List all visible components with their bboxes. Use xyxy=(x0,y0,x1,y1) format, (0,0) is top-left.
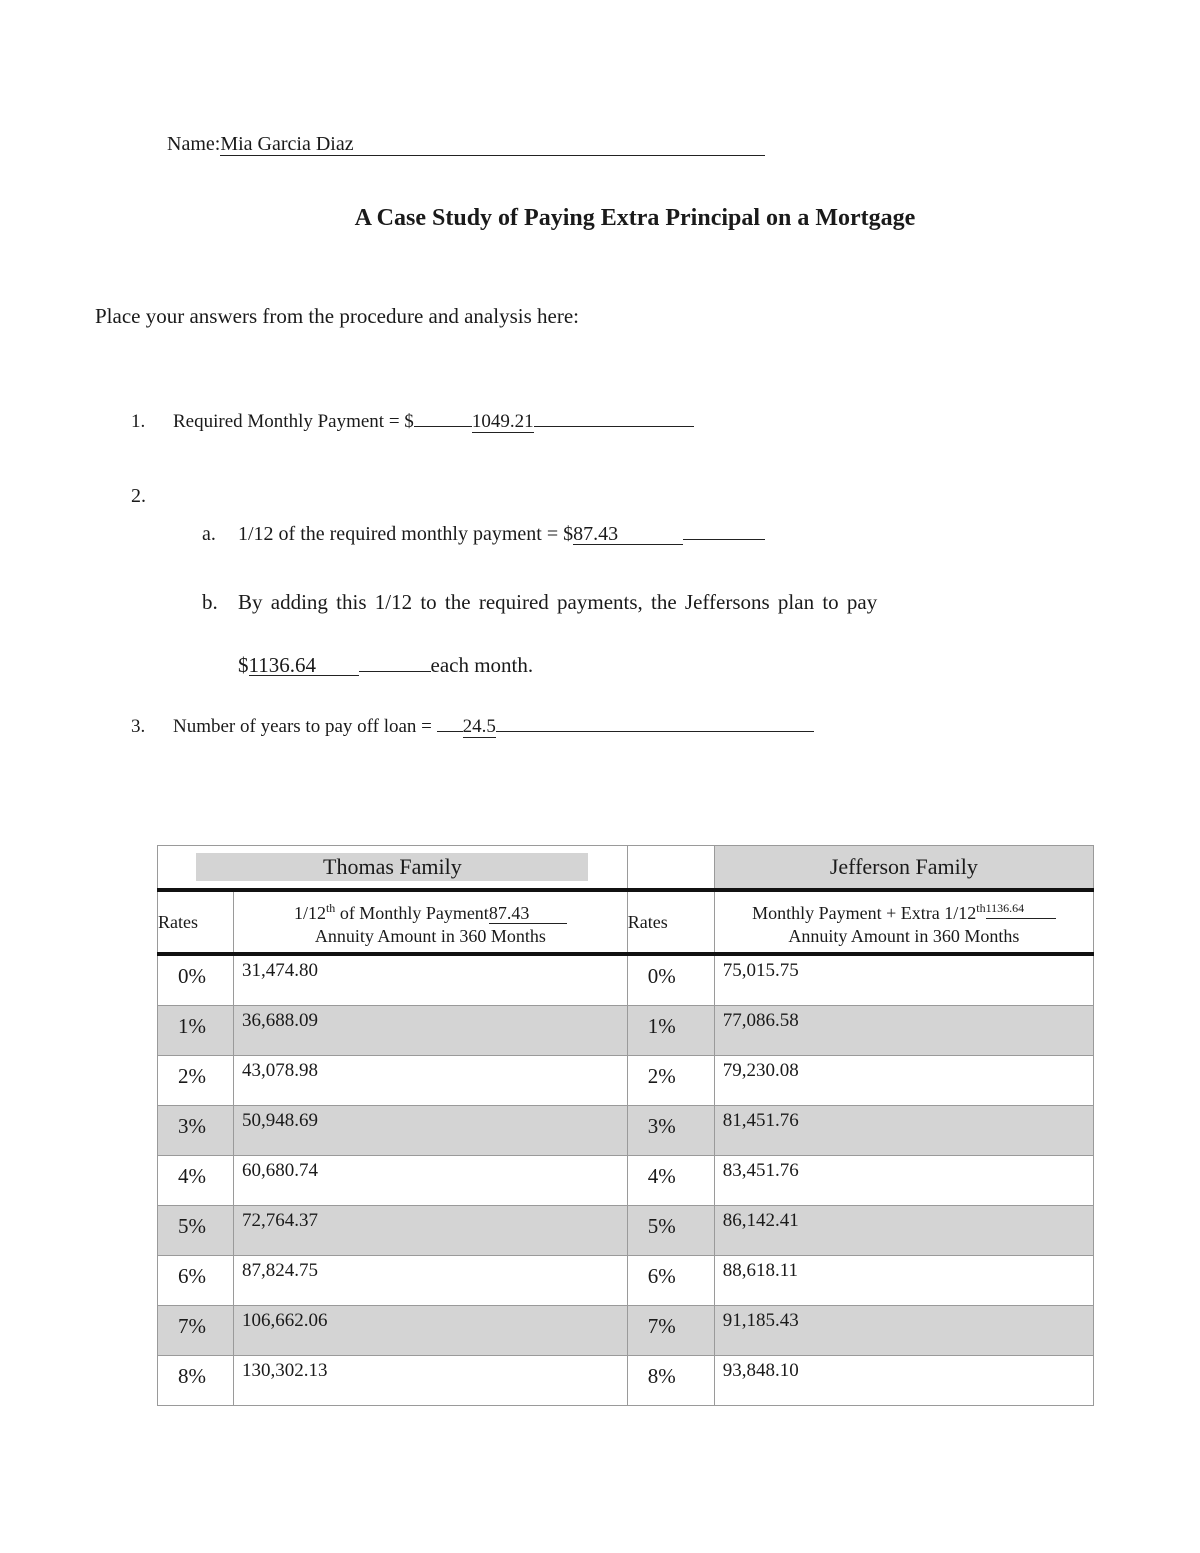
thomas-amount-header: 1/12th of Monthly Payment87.43 Annuity Amount in 360 Months xyxy=(233,890,627,954)
table-row xyxy=(158,1056,1094,1106)
table-row xyxy=(158,1356,1094,1406)
thomas-rate-cell: 5% xyxy=(158,1206,234,1256)
jefferson-rate-cell: 3% xyxy=(627,1106,714,1156)
question-1 xyxy=(131,411,694,433)
thomas-rate-cell: 0% xyxy=(158,954,234,1006)
jefferson-rate-cell: 2% xyxy=(627,1056,714,1106)
thomas-header-value: 87.43 xyxy=(489,903,567,924)
table-row xyxy=(158,1206,1094,1256)
thomas-amount-cell: 72,764.37 xyxy=(233,1206,627,1256)
question-2b-suffix: each month. xyxy=(430,653,534,677)
table-row xyxy=(158,1006,1094,1056)
question-2a-answer[interactable]: 87.43 xyxy=(573,524,683,545)
jefferson-amount-cell: 77,086.58 xyxy=(714,1006,1093,1056)
column-header-row xyxy=(158,890,1094,954)
question-3-number: 3. xyxy=(131,716,146,737)
jefferson-rate-cell: 7% xyxy=(627,1306,714,1356)
name-line xyxy=(167,133,765,156)
jefferson-amount-cell: 93,848.10 xyxy=(714,1356,1093,1406)
jefferson-rate-cell: 1% xyxy=(627,1006,714,1056)
name-label: Name: xyxy=(167,133,221,155)
jefferson-rate-cell: 0% xyxy=(627,954,714,1006)
question-2b-text: By adding this 1/12 to the required payments, the Jeffersons plan to pay xyxy=(238,590,878,614)
thomas-amount-cell: 31,474.80 xyxy=(233,954,627,1006)
jefferson-amount-cell: 81,451.76 xyxy=(714,1106,1093,1156)
thomas-amount-cell: 50,948.69 xyxy=(233,1106,627,1156)
jefferson-family-title: Jefferson Family xyxy=(714,846,1093,891)
jefferson-rate-cell: 6% xyxy=(627,1256,714,1306)
table-row xyxy=(158,1106,1094,1156)
question-3-label: Number of years to pay off loan = xyxy=(173,716,437,737)
jefferson-amount-header: Monthly Payment + Extra 1/12th1136.64 Annuity Amount in 360 Months xyxy=(714,890,1093,954)
jefferson-rate-cell: 4% xyxy=(627,1156,714,1206)
question-1-label: Required Monthly Payment = $ xyxy=(173,411,414,432)
jefferson-amount-cell: 83,451.76 xyxy=(714,1156,1093,1206)
thomas-amount-cell: 36,688.09 xyxy=(233,1006,627,1056)
question-2b-answer-line xyxy=(238,653,533,678)
jefferson-amount-cell: 75,015.75 xyxy=(714,954,1093,1006)
question-1-answer[interactable]: 1049.21 xyxy=(471,411,534,432)
thomas-amount-cell: 87,824.75 xyxy=(233,1256,627,1306)
thomas-rate-cell: 4% xyxy=(158,1156,234,1206)
jefferson-amount-cell: 91,185.43 xyxy=(714,1306,1093,1356)
jefferson-header-value: 1136.64 xyxy=(986,898,1056,919)
table-row xyxy=(158,1156,1094,1206)
question-2a xyxy=(202,523,765,546)
jefferson-rates-header: Rates xyxy=(627,890,714,954)
thomas-rate-cell: 6% xyxy=(158,1256,234,1306)
question-2a-label: a. xyxy=(202,523,216,545)
jefferson-rate-cell: 5% xyxy=(627,1206,714,1256)
jefferson-rate-cell: 8% xyxy=(627,1356,714,1406)
question-2a-text: 1/12 of the required monthly payment = $ xyxy=(238,523,574,545)
thomas-rates-header: Rates xyxy=(158,890,234,954)
intro-text: Place your answers from the procedure and analysis here: xyxy=(95,304,579,328)
question-3-answer[interactable]: 24.5 xyxy=(462,716,496,737)
table-row xyxy=(158,954,1094,1006)
thomas-family-cell xyxy=(158,846,628,891)
thomas-rate-cell: 7% xyxy=(158,1306,234,1356)
name-field[interactable]: Mia Garcia Diaz xyxy=(220,133,765,156)
question-2b-label: b. xyxy=(202,590,218,614)
question-2-number: 2. xyxy=(131,485,146,507)
thomas-family-title: Thomas Family xyxy=(196,853,588,881)
family-header-row xyxy=(158,846,1094,891)
table-row xyxy=(158,1256,1094,1306)
thomas-rate-cell: 3% xyxy=(158,1106,234,1156)
thomas-rate-cell: 8% xyxy=(158,1356,234,1406)
jefferson-amount-cell: 88,618.11 xyxy=(714,1256,1093,1306)
question-2b xyxy=(202,590,877,615)
question-1-number: 1. xyxy=(131,411,146,432)
page-title: A Case Study of Paying Extra Principal on a Mortgage xyxy=(354,205,916,231)
question-2b-dollar: $ xyxy=(238,653,249,677)
thomas-amount-cell: 43,078.98 xyxy=(233,1056,627,1106)
jefferson-amount-cell: 86,142.41 xyxy=(714,1206,1093,1256)
annuity-table xyxy=(157,845,1094,1406)
thomas-rate-cell: 2% xyxy=(158,1056,234,1106)
thomas-amount-cell: 60,680.74 xyxy=(233,1156,627,1206)
table-row xyxy=(158,1306,1094,1356)
thomas-amount-cell: 106,662.06 xyxy=(233,1306,627,1356)
thomas-rate-cell: 1% xyxy=(158,1006,234,1056)
question-3 xyxy=(131,716,814,738)
question-2b-answer[interactable]: 1136.64 xyxy=(249,655,359,676)
jefferson-amount-cell: 79,230.08 xyxy=(714,1056,1093,1106)
thomas-amount-cell: 130,302.13 xyxy=(233,1356,627,1406)
